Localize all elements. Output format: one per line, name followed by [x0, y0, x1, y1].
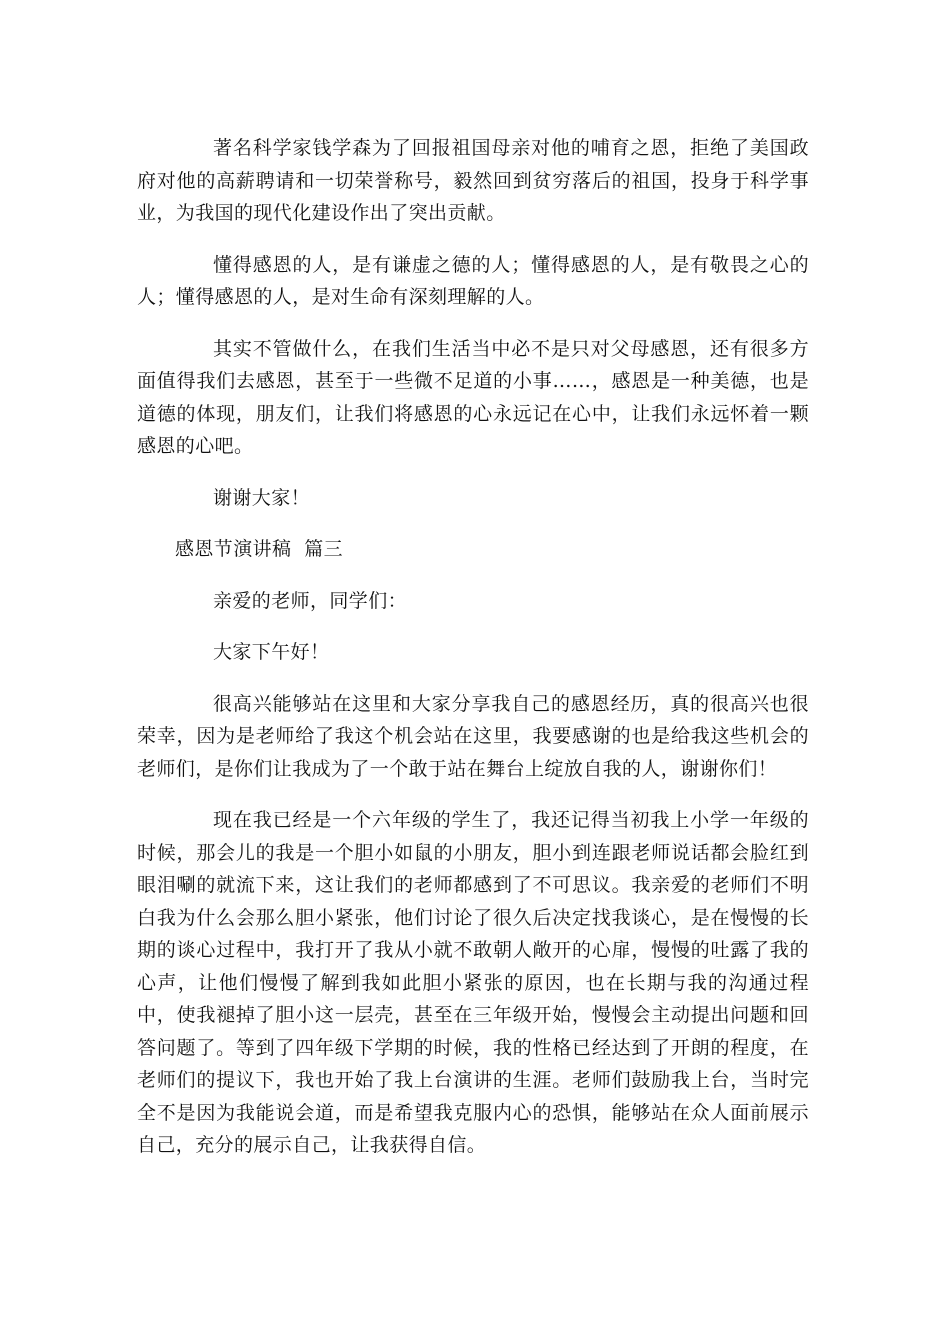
paragraph-gratitude-everyday: 其实不管做什么，在我们生活当中必不是只对父母感恩，还有很多方面值得我们去感恩，甚至于一些微不足道的小事……，感恩是一种美德，也是道德的体现，朋友们，让我们将感恩的心永远记在心中，让我们永远怀着一颗感恩的心吧。	[137, 337, 809, 457]
document-body	[137, 132, 809, 1162]
section-heading: 感恩节演讲稿 篇三	[175, 538, 344, 560]
paragraph-greeting: 大家下午好！	[213, 641, 330, 663]
paragraph-intro: 很高兴能够站在这里和大家分享我自己的感恩经历，真的很高兴也很荣幸，因为是老师给了我这个机会站在这里，我要感谢的也是给我这些机会的老师们，是你们让我成为了一个敢于站在舞台上绽放自我的人，谢谢你们！	[137, 692, 809, 780]
paragraph-story: 现在我已经是一个六年级的学生了，我还记得当初我上小学一年级的时候，那会儿的我是一个胆小如鼠的小朋友，胆小到连跟老师说话都会脸红到眼泪唰的就流下来，这让我们的老师都感到了不可思议。我亲爱的老师们不明白我为什么会那么胆小紧张，他们讨论了很久后决定找我谈心，是在慢慢的长期的谈心过程中，我打开了我从小就不敢朝人敞开的心扉，慢慢的吐露了我的心声，让他们慢慢了解到我如此胆小紧张的原因，也在长期与我的沟通过程中，使我褪掉了胆小这一层壳，甚至在三年级开始，慢慢会主动提出问题和回答问题了。等到了四年级下学期的时候，我的性格已经达到了开朗的程度，在老师们的提议下，我也开始了我上台演讲的生涯。老师们鼓励我上台，当时完全不是因为我能说会道，而是希望我克服内心的恐惧，能够站在众人面前展示自己，充分的展示自己，让我获得自信。	[137, 809, 809, 1156]
paragraph-salutation: 亲爱的老师，同学们：	[213, 589, 408, 612]
paragraph-thanks: 谢谢大家！	[213, 486, 311, 509]
paragraph-qian-xuesen: 著名科学家钱学森为了回报祖国母亲对他的哺育之恩，拒绝了美国政府对他的高薪聘请和一切荣誉称号，毅然回到贫穷落后的祖国，投身于科学事业，为我国的现代化建设作出了突出贡献。	[137, 137, 809, 224]
paragraph-gratitude-virtue: 懂得感恩的人，是有谦虚之德的人；懂得感恩的人，是有敬畏之心的人；懂得感恩的人，是对生命有深刻理解的人。	[137, 253, 809, 308]
